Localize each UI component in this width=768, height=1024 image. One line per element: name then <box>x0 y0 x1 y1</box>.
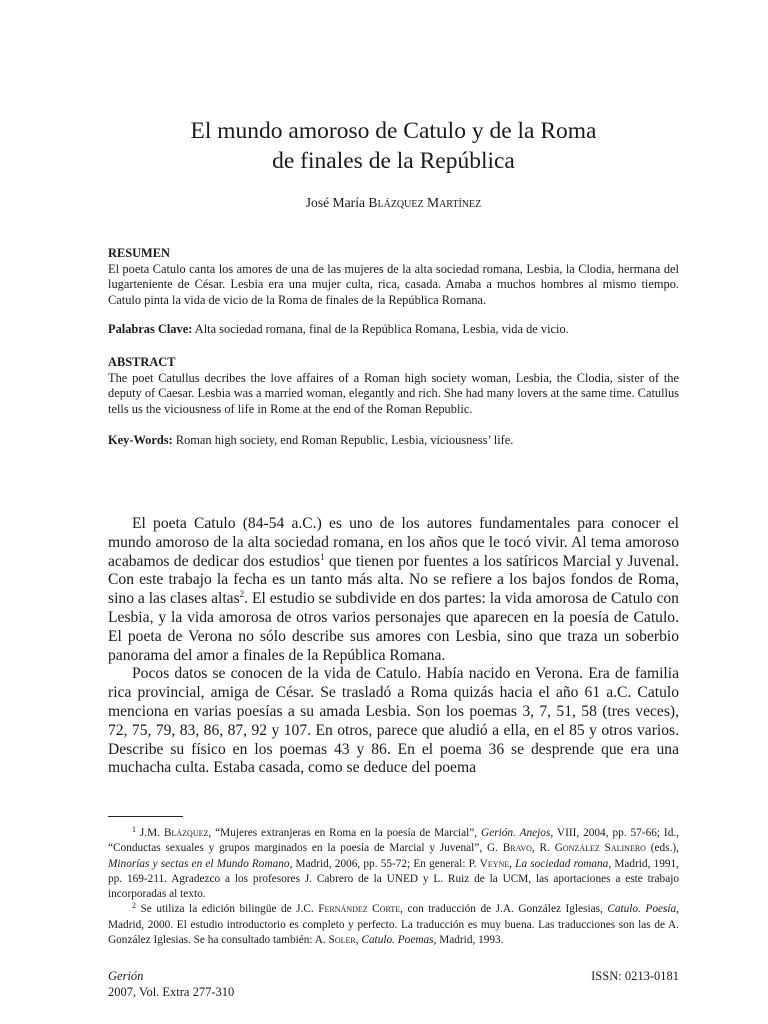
body-paragraph-1: El poeta Catulo (84-54 a.C.) es uno de los autores fundamentales para conocer el mundo amoroso de la alta sociedad romana, en los años que le tocó vivir. Al tema amoroso acabamos de dedicar dos estudios$^1$ que tienen por fuentes a los satíricos Marcial y Juvenal. Con este trabajo la fecha es un tanto más alta. No se refiere a los bajos fondos de Roma, sino a las clases altas$^2$. El estudio se subdivide en dos partes: la vida amorosa de Catulo con Lesbia, y la vida amorosa de otros varios personajes que aparecen en la poesía de Catulo. El poeta de Verona no sólo describe sus amores con Lesbia, sino que traza un soberbio panorama del amor a finales de la República Romana. <box>108 515 679 664</box>
abstract-section <box>108 355 679 418</box>
abstract-text: The poet Catullus decribes the love affaires of a Roman high society woman, Lesbia, the Clodia, sister of the deputy of Caesar. Lesbia was a married woman, elegantly and rich. She had many lovers at the same time. Catullus tells us the viciousness of life in Rome at the end of the Roman Republic. <box>108 370 679 417</box>
footnote-1: $^1$ J.M. Blázquez, “Mujeres extranjeras en Roma en la poesía de Marcial”, Gerión. Anejos, VIII, 2004, pp. 57-66; Id., “Conductas sexuales y grupos marginados en la poesía de Marcial y Juvenal”, G. Bravo, R. González Salinero (eds.), Minorías y sectas en el Mundo Romano, Madrid, 2006, pp. 55-72; En general: P. Veyne, La sociedad romana, Madrid, 1991, pp. 169-211. Agradezco a los profesores J. Cabrero de la UNED y L. Ruiz de la UCM, las aportaciones a este trabajo incorporadas al texto. <box>108 825 679 901</box>
keywords <box>108 433 679 449</box>
title-line-1: El mundo amoroso de Catulo y de la Roma <box>190 118 597 144</box>
palabras-clave-text: Alta sociedad romana, final de la República Romana, Lesbia, vida de vicio. <box>192 322 569 336</box>
keywords-text: Roman high society, end Roman Republic, Lesbia, viciousness’ life. <box>172 433 514 447</box>
page-footer <box>108 968 679 1000</box>
abstract-heading: ABSTRACT <box>108 355 176 369</box>
footnote-divider <box>108 816 183 817</box>
issn: ISSN: 0213-0181 <box>591 969 679 983</box>
resumen-text: El poeta Catulo canta los amores de una de las mujeres de la alta sociedad romana, Lesbia, la Clodia, hermana del lugarteniente de César. Lesbia era una mujer culta, rica, casada. Amaba a muchos hombres al mismo tiempo. Catulo pinta la vida de vicio de la Roma de finales de la República Romana. <box>108 261 679 308</box>
journal-volume: 2007, Vol. Extra 277-310 <box>108 985 235 999</box>
body-paragraph-2: Pocos datos se conocen de la vida de Catulo. Había nacido en Verona. Era de familia rica provincial, amiga de César. Se trasladó a Roma quizás hacia el año 61 a.C. Catulo menciona en varias poesías a su amada Lesbia. Son los poemas 3, 7, 51, 58 (tres veces), 72, 75, 79, 83, 86, 87, 92 y 107. En otros, parece que aludió a ella, en el 85 y otros varios. Describe su físico en los poemas 43 y 86. En el poema 36 se desprende que era una muchacha culta. Estaba casada, como se deduce del poema <box>108 665 679 777</box>
author-name: José María Blázquez Martínez <box>305 195 482 210</box>
title-line-2: de finales de la República <box>272 148 515 174</box>
resumen-section <box>108 246 679 309</box>
footnote-ref-2: 2 <box>239 589 245 600</box>
palabras-clave-label: Palabras Clave: <box>108 322 193 336</box>
footnotes <box>108 826 679 948</box>
article-page <box>108 0 679 1024</box>
footnote-2: $^2$ Se utiliza la edición bilingüe de J.C. Fernández Corte, con traducción de J.A. González Iglesias, Catulo. Poesía, Madrid, 2000. El estudio introductorio es completo y perfecto. La traducción es muy buena. Las traducciones son las de A. González Iglesias. Se ha consultado también: A. Soler, Catulo. Poemas, Madrid, 1993. <box>108 901 679 947</box>
body-text <box>108 515 679 778</box>
palabras-clave <box>108 322 679 338</box>
footnote-ref-1: 1 <box>320 551 325 562</box>
journal-name: Gerión <box>108 969 144 983</box>
article-title <box>108 116 679 176</box>
resumen-heading: RESUMEN <box>108 246 170 260</box>
keywords-label: Key-Words: <box>108 433 173 447</box>
